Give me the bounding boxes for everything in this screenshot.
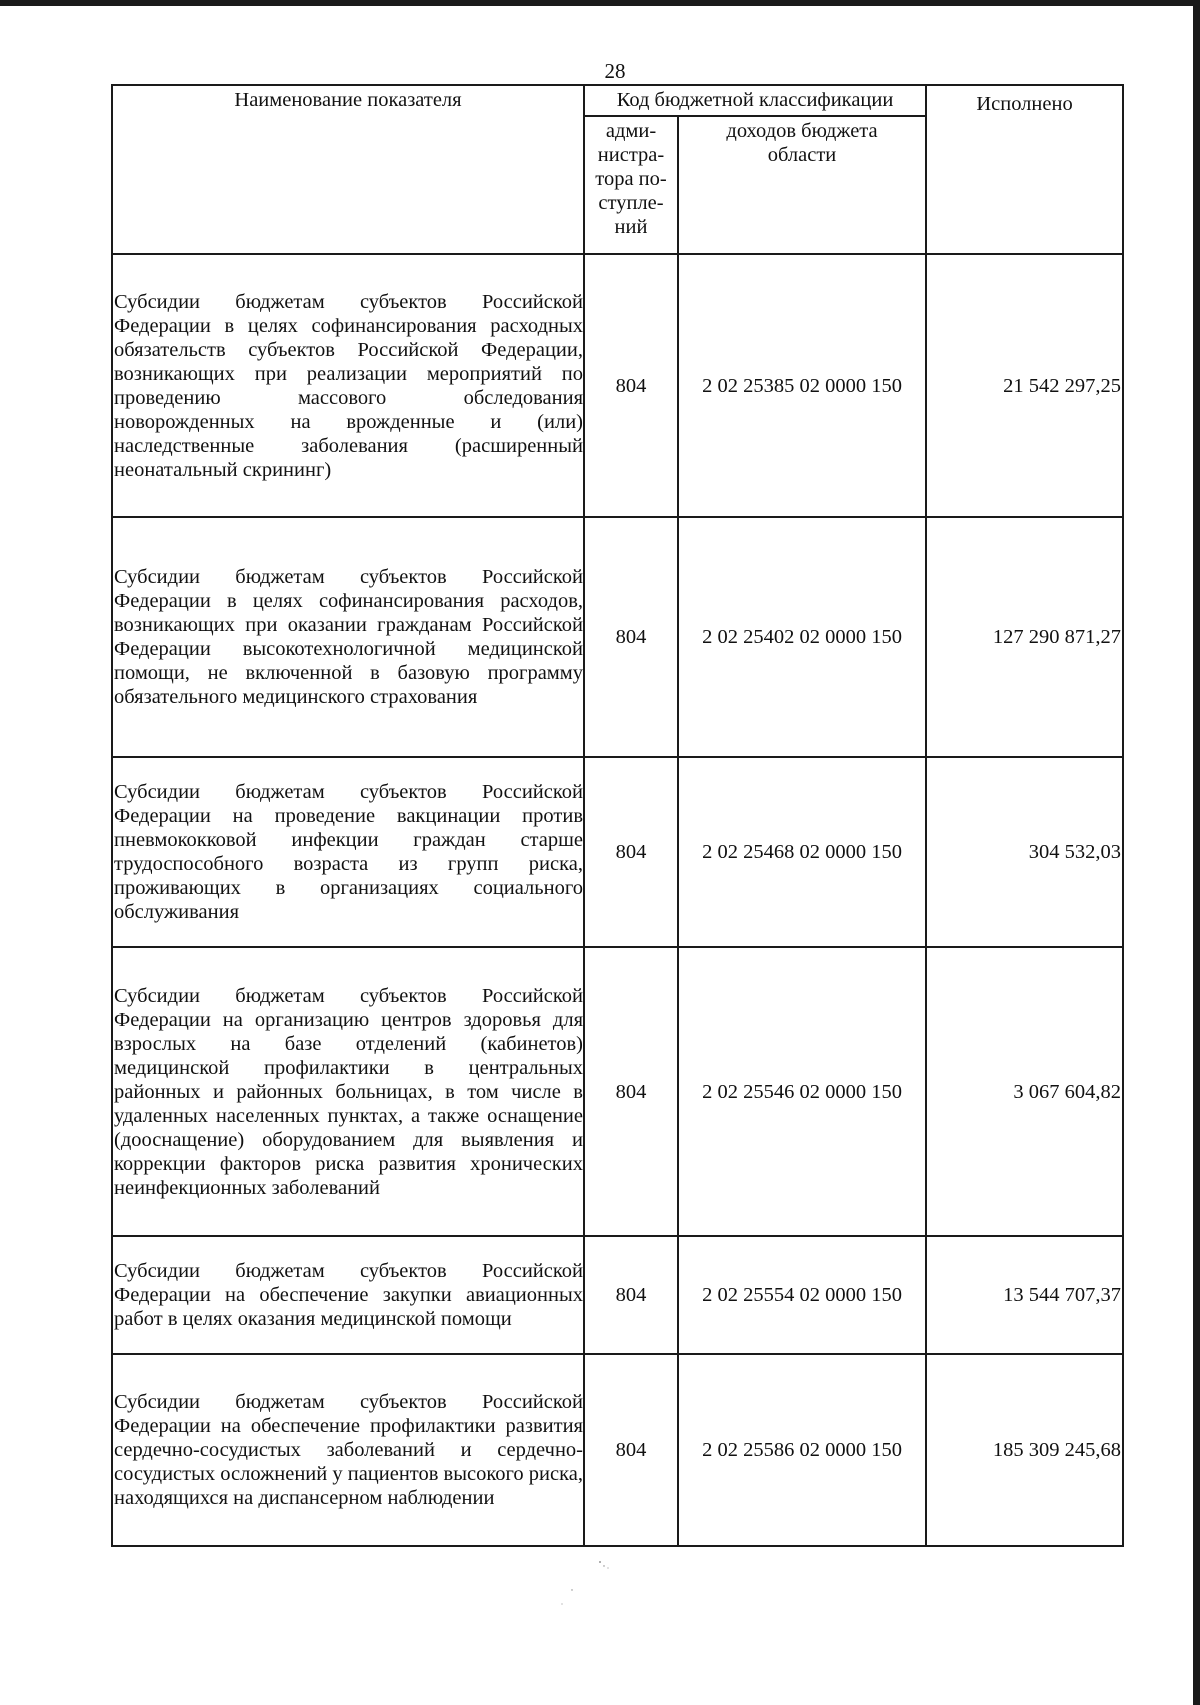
header-admin: адми- нистра- тора по- ступле- ний — [584, 116, 678, 254]
row-admin-code: 804 — [584, 757, 678, 947]
row-name: Субсидии бюджетам субъектов Российской Федерации на обеспечение профилактики развития сердечно-сосудистых заболеваний и сердечно-сосудистых осложнений у пациентов высокого риска, находящихся на диспансерном наблюдении — [112, 1354, 584, 1546]
row-admin-code: 804 — [584, 1354, 678, 1546]
scan-border-right — [1193, 0, 1200, 1705]
row-revenue-code: 2 02 25586 02 0000 150 — [678, 1354, 926, 1546]
row-admin-code: 804 — [584, 1236, 678, 1354]
row-amount: 13 544 707,37 — [926, 1236, 1123, 1354]
row-amount: 185 309 245,68 — [926, 1354, 1123, 1546]
table-row — [112, 757, 1123, 947]
header-executed: Исполнено — [926, 85, 1123, 254]
header-row-top — [112, 85, 1123, 116]
row-amount: 21 542 297,25 — [926, 254, 1123, 517]
table-row — [112, 254, 1123, 517]
row-revenue-code: 2 02 25402 02 0000 150 — [678, 517, 926, 757]
row-name: Субсидии бюджетам субъектов Российской Федерации на обеспечение закупки авиационных работ в целях оказания медицинской помощи — [112, 1236, 584, 1354]
row-admin-code: 804 — [584, 947, 678, 1236]
header-code-group: Код бюджетной классификации — [584, 85, 926, 116]
budget-table — [111, 84, 1124, 1547]
row-revenue-code: 2 02 25546 02 0000 150 — [678, 947, 926, 1236]
row-amount: 304 532,03 — [926, 757, 1123, 947]
table-row — [112, 517, 1123, 757]
row-name: Субсидии бюджетам субъектов Российской Федерации в целях софинансирования расходных обязательств субъектов Российской Федерации, возникающих при реализации мероприятий по проведению массового обследования новорожденных на врожденные и (или) наследственные заболевания (расширенный неонатальный скрининг) — [112, 254, 584, 517]
page-number: 28 — [604, 59, 626, 83]
scan-border-top — [0, 0, 1200, 6]
table-row — [112, 1354, 1123, 1546]
row-name: Субсидии бюджетам субъектов Российской Федерации на организацию центров здоровья для взрослых на базе отделений (кабинетов) медицинской профилактики в центральных районных и районных больницах, в том числе в удаленных населенных пунктах, а также оснащение (дооснащение) оборудованием для выявления и коррекции факторов риска развития хронических неинфекционных заболеваний — [112, 947, 584, 1236]
row-revenue-code: 2 02 25554 02 0000 150 — [678, 1236, 926, 1354]
table-row — [112, 947, 1123, 1236]
row-admin-code: 804 — [584, 254, 678, 517]
table-row — [112, 1236, 1123, 1354]
header-revenue: доходов бюджета области — [678, 116, 926, 254]
row-name: Субсидии бюджетам субъектов Российской Федерации на проведение вакцинации против пневмококковой инфекции граждан старше трудоспособного возраста из групп риска, проживающих в организациях социального обслуживания — [112, 757, 584, 947]
row-amount: 127 290 871,27 — [926, 517, 1123, 757]
header-name: Наименование показателя — [112, 85, 584, 254]
scan-specks — [560, 1560, 620, 1610]
row-admin-code: 804 — [584, 517, 678, 757]
row-amount: 3 067 604,82 — [926, 947, 1123, 1236]
row-name: Субсидии бюджетам субъектов Российской Федерации в целях софинансирования расходов, возникающих при оказании гражданам Российской Федерации высокотехнологичной медицинской помощи, не включенной в базовую программу обязательного медицинского страхования — [112, 517, 584, 757]
row-revenue-code: 2 02 25468 02 0000 150 — [678, 757, 926, 947]
row-revenue-code: 2 02 25385 02 0000 150 — [678, 254, 926, 517]
